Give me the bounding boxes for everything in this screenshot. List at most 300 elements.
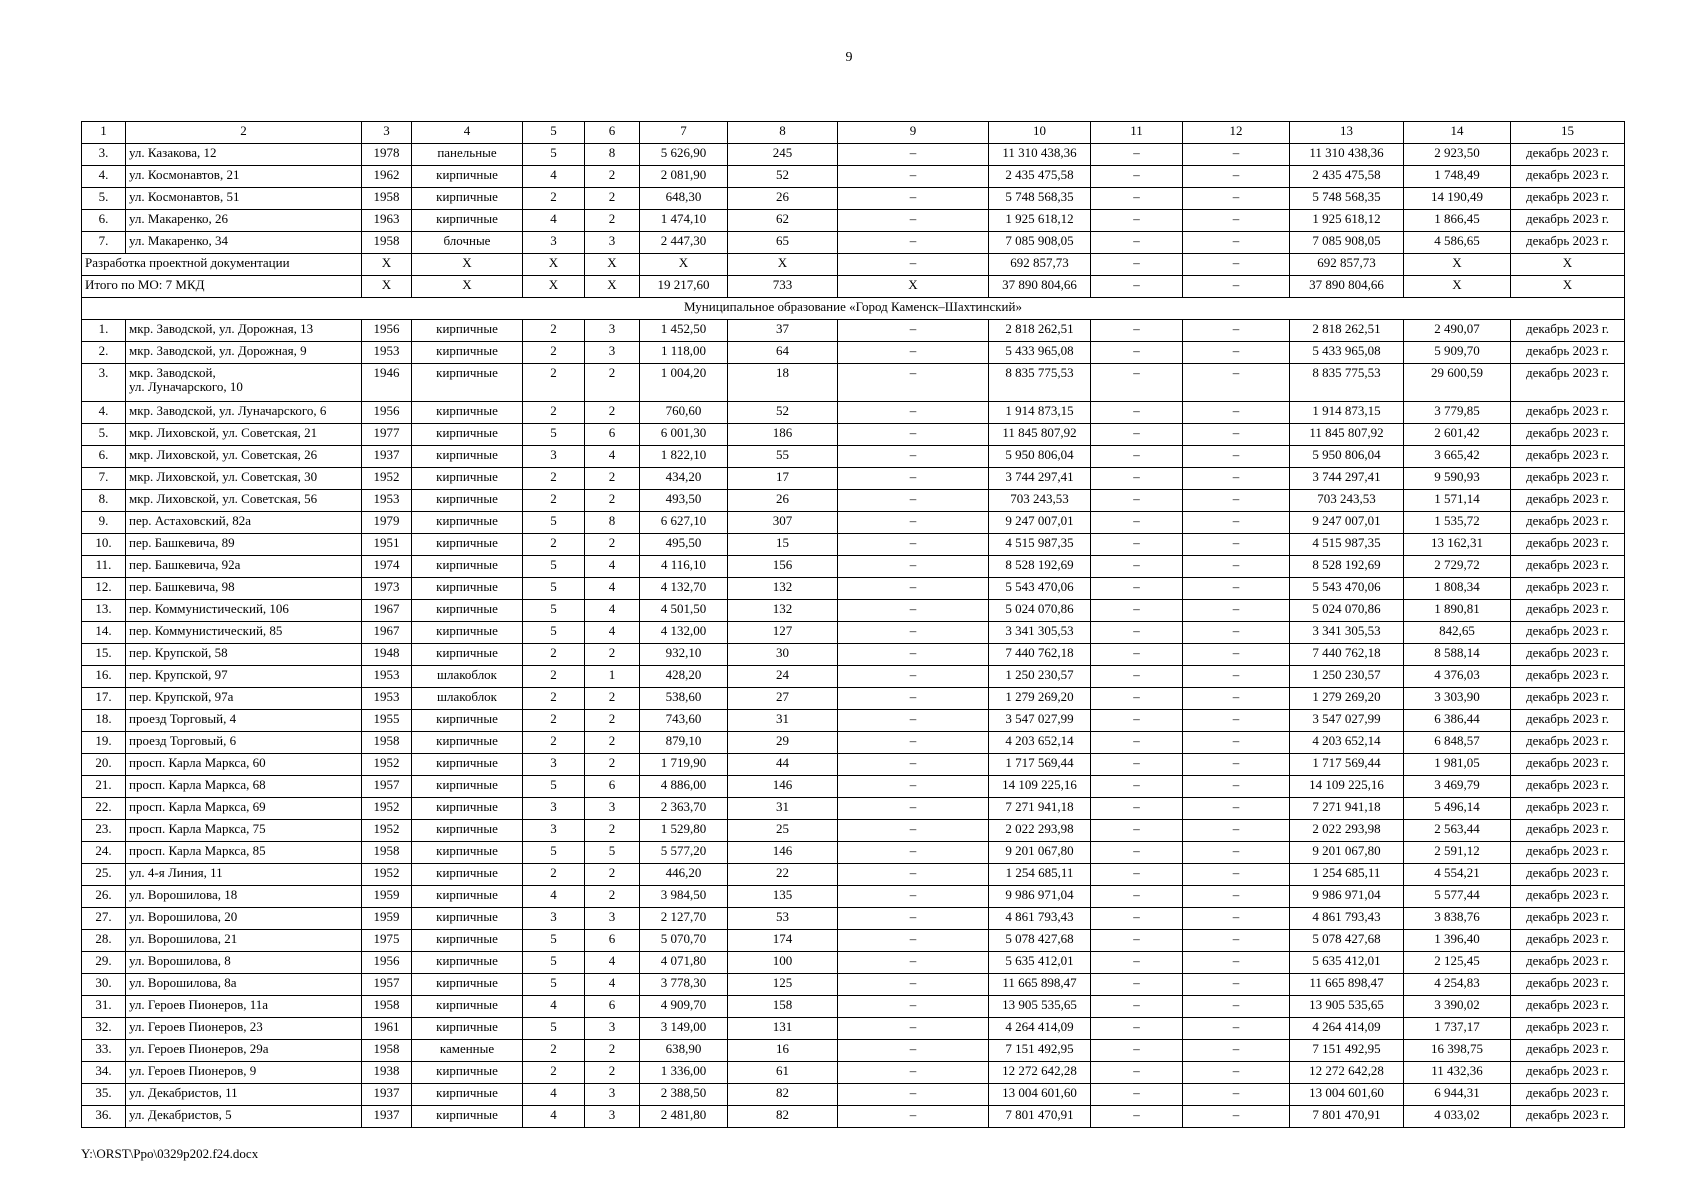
year-built-cell: 1963 bbox=[362, 210, 412, 232]
table-row bbox=[82, 144, 1625, 166]
completion-date-cell: декабрь 2023 г. bbox=[1511, 908, 1625, 930]
table-row bbox=[82, 1084, 1625, 1106]
row-number-cell: 4. bbox=[82, 166, 126, 188]
col-11-cell: – bbox=[1091, 622, 1183, 644]
table-row bbox=[82, 974, 1625, 996]
col-11-cell: – bbox=[1091, 798, 1183, 820]
total-cost-cell: 5 433 965,08 bbox=[989, 342, 1091, 364]
total-cost-cell: 9 247 007,01 bbox=[989, 512, 1091, 534]
floors-cell: 5 bbox=[523, 930, 585, 952]
year-built-cell: 1953 bbox=[362, 490, 412, 512]
completion-date-cell: декабрь 2023 г. bbox=[1511, 166, 1625, 188]
table-row bbox=[82, 908, 1625, 930]
total-area-cell: 495,50 bbox=[640, 534, 728, 556]
entrances-cell: 2 bbox=[585, 402, 640, 424]
cost-per-sqm-cell: 3 303,90 bbox=[1404, 688, 1511, 710]
residents-cell: 146 bbox=[728, 776, 838, 798]
cost-per-sqm-cell: 4 376,03 bbox=[1404, 666, 1511, 688]
col-12-cell: – bbox=[1183, 364, 1290, 402]
col-12-cell: – bbox=[1183, 710, 1290, 732]
total-cost-cell: 1 250 230,57 bbox=[989, 666, 1091, 688]
total-cost-cell: 1 914 873,15 bbox=[989, 402, 1091, 424]
completion-date-cell: X bbox=[1511, 276, 1625, 298]
total-area-cell: 2 388,50 bbox=[640, 1084, 728, 1106]
year-built-cell: 1952 bbox=[362, 864, 412, 886]
total-area-cell: 1 822,10 bbox=[640, 446, 728, 468]
completion-date-cell: декабрь 2023 г. bbox=[1511, 842, 1625, 864]
total-cost-cell: 7 085 908,05 bbox=[989, 232, 1091, 254]
col-12-cell: – bbox=[1183, 534, 1290, 556]
floors-cell: 3 bbox=[523, 754, 585, 776]
table-row bbox=[82, 952, 1625, 974]
residents-cell: 52 bbox=[728, 166, 838, 188]
col-9-cell: – bbox=[838, 364, 989, 402]
col-9-cell: – bbox=[838, 842, 989, 864]
entrances-cell: 3 bbox=[585, 342, 640, 364]
address-cell: ул. Космонавтов, 51 bbox=[126, 188, 362, 210]
address-cell: ул. Ворошилова, 21 bbox=[126, 930, 362, 952]
total-cost-cell: 4 264 414,09 bbox=[989, 1018, 1091, 1040]
col-11-cell: – bbox=[1091, 578, 1183, 600]
residents-cell: 16 bbox=[728, 1040, 838, 1062]
cost-per-sqm-cell: 3 665,42 bbox=[1404, 446, 1511, 468]
col-11-cell: – bbox=[1091, 930, 1183, 952]
col-11-cell: – bbox=[1091, 864, 1183, 886]
total-area-cell: 3 778,30 bbox=[640, 974, 728, 996]
table-row bbox=[82, 446, 1625, 468]
total-area-cell: 760,60 bbox=[640, 402, 728, 424]
total-area-cell: 1 118,00 bbox=[640, 342, 728, 364]
regional-funds-cell: 7 801 470,91 bbox=[1290, 1106, 1404, 1128]
column-number-header: 13 bbox=[1290, 122, 1404, 144]
col-11-cell: – bbox=[1091, 754, 1183, 776]
year-built-cell: 1952 bbox=[362, 754, 412, 776]
completion-date-cell: декабрь 2023 г. bbox=[1511, 952, 1625, 974]
address-cell: ул. Декабристов, 5 bbox=[126, 1106, 362, 1128]
floors-cell: 3 bbox=[523, 798, 585, 820]
year-built-cell: 1973 bbox=[362, 578, 412, 600]
col-9-cell: – bbox=[838, 776, 989, 798]
total-cost-cell: 5 635 412,01 bbox=[989, 952, 1091, 974]
residents-cell: 24 bbox=[728, 666, 838, 688]
wall-material-cell: кирпичные bbox=[412, 556, 523, 578]
wall-material-cell: кирпичные bbox=[412, 1106, 523, 1128]
col-12-cell: – bbox=[1183, 276, 1290, 298]
col-9-cell: – bbox=[838, 908, 989, 930]
residents-cell: 186 bbox=[728, 424, 838, 446]
col-11-cell: – bbox=[1091, 666, 1183, 688]
year-built-cell: 1956 bbox=[362, 402, 412, 424]
col-9-cell: – bbox=[838, 1106, 989, 1128]
wall-material-cell: кирпичные bbox=[412, 490, 523, 512]
residents-cell: 733 bbox=[728, 276, 838, 298]
regional-funds-cell: 13 004 601,60 bbox=[1290, 1084, 1404, 1106]
cost-per-sqm-cell: 1 866,45 bbox=[1404, 210, 1511, 232]
regional-funds-cell: 1 717 569,44 bbox=[1290, 754, 1404, 776]
cost-per-sqm-cell: 4 554,21 bbox=[1404, 864, 1511, 886]
regional-funds-cell: 9 986 971,04 bbox=[1290, 886, 1404, 908]
address-cell: пер. Коммунистический, 85 bbox=[126, 622, 362, 644]
col-9-cell: – bbox=[838, 952, 989, 974]
floors-cell: 5 bbox=[523, 556, 585, 578]
completion-date-cell: декабрь 2023 г. bbox=[1511, 996, 1625, 1018]
residents-cell: 65 bbox=[728, 232, 838, 254]
col-9-cell: – bbox=[838, 556, 989, 578]
entrances-cell: 2 bbox=[585, 188, 640, 210]
cost-per-sqm-cell: 3 390,02 bbox=[1404, 996, 1511, 1018]
year-built-cell: 1956 bbox=[362, 952, 412, 974]
completion-date-cell: декабрь 2023 г. bbox=[1511, 732, 1625, 754]
year-built-cell: 1959 bbox=[362, 908, 412, 930]
floors-cell: 2 bbox=[523, 342, 585, 364]
entrances-cell: 2 bbox=[585, 210, 640, 232]
address-cell: ул. Казакова, 12 bbox=[126, 144, 362, 166]
col-12-cell: – bbox=[1183, 732, 1290, 754]
year-built-cell: 1977 bbox=[362, 424, 412, 446]
row-number-cell: 3. bbox=[82, 144, 126, 166]
cost-per-sqm-cell: 1 737,17 bbox=[1404, 1018, 1511, 1040]
total-area-cell: 4 071,80 bbox=[640, 952, 728, 974]
regional-funds-cell: 8 835 775,53 bbox=[1290, 364, 1404, 402]
cost-per-sqm-cell: 8 588,14 bbox=[1404, 644, 1511, 666]
col-11-cell: – bbox=[1091, 1018, 1183, 1040]
residents-cell: 29 bbox=[728, 732, 838, 754]
row-number-cell: 9. bbox=[82, 512, 126, 534]
regional-funds-cell: 4 203 652,14 bbox=[1290, 732, 1404, 754]
total-label: Итого по МО: 7 МКД bbox=[82, 276, 362, 298]
col-11-cell: – bbox=[1091, 276, 1183, 298]
row-number-cell: 17. bbox=[82, 688, 126, 710]
row-number-cell: 15. bbox=[82, 644, 126, 666]
row-number-cell: 2. bbox=[82, 342, 126, 364]
entrances-cell: 4 bbox=[585, 622, 640, 644]
total-area-cell: X bbox=[640, 254, 728, 276]
col-11-cell: – bbox=[1091, 908, 1183, 930]
col-12-cell: – bbox=[1183, 754, 1290, 776]
col-9-cell: – bbox=[838, 732, 989, 754]
col-12-cell: – bbox=[1183, 996, 1290, 1018]
total-cost-cell: 5 950 806,04 bbox=[989, 446, 1091, 468]
column-number-header: 6 bbox=[585, 122, 640, 144]
wall-material-cell: шлакоблок bbox=[412, 666, 523, 688]
floors-cell: 5 bbox=[523, 776, 585, 798]
table-row bbox=[82, 188, 1625, 210]
cost-per-sqm-cell: 1 748,49 bbox=[1404, 166, 1511, 188]
year-built-cell: 1952 bbox=[362, 468, 412, 490]
address-cell: просп. Карла Маркса, 68 bbox=[126, 776, 362, 798]
row-number-cell: 22. bbox=[82, 798, 126, 820]
total-cost-cell: 7 151 492,95 bbox=[989, 1040, 1091, 1062]
completion-date-cell: декабрь 2023 г. bbox=[1511, 424, 1625, 446]
floors-cell: 4 bbox=[523, 886, 585, 908]
col-12-cell: – bbox=[1183, 974, 1290, 996]
row-number-cell: 16. bbox=[82, 666, 126, 688]
residents-cell: 31 bbox=[728, 710, 838, 732]
col-9-cell: – bbox=[838, 710, 989, 732]
year-built-cell: 1979 bbox=[362, 512, 412, 534]
residents-cell: 174 bbox=[728, 930, 838, 952]
wall-material-cell: кирпичные bbox=[412, 320, 523, 342]
cost-per-sqm-cell: 2 601,42 bbox=[1404, 424, 1511, 446]
col-12-cell: – bbox=[1183, 930, 1290, 952]
entrances-cell: 2 bbox=[585, 364, 640, 402]
cost-per-sqm-cell: 5 577,44 bbox=[1404, 886, 1511, 908]
completion-date-cell: декабрь 2023 г. bbox=[1511, 864, 1625, 886]
floors-cell: 5 bbox=[523, 424, 585, 446]
completion-date-cell: декабрь 2023 г. bbox=[1511, 232, 1625, 254]
table-row bbox=[82, 732, 1625, 754]
year-built-cell: 1958 bbox=[362, 1040, 412, 1062]
total-cost-cell: 7 271 941,18 bbox=[989, 798, 1091, 820]
table-row bbox=[82, 996, 1625, 1018]
residents-cell: 30 bbox=[728, 644, 838, 666]
address-cell: мкр. Лиховской, ул. Советская, 26 bbox=[126, 446, 362, 468]
floors-cell: 5 bbox=[523, 578, 585, 600]
completion-date-cell: декабрь 2023 г. bbox=[1511, 930, 1625, 952]
regional-funds-cell: 9 201 067,80 bbox=[1290, 842, 1404, 864]
residents-cell: 26 bbox=[728, 188, 838, 210]
entrances-cell: 4 bbox=[585, 578, 640, 600]
address-cell: просп. Карла Маркса, 75 bbox=[126, 820, 362, 842]
floors-cell: 2 bbox=[523, 688, 585, 710]
cost-per-sqm-cell: 9 590,93 bbox=[1404, 468, 1511, 490]
total-area-cell: 743,60 bbox=[640, 710, 728, 732]
completion-date-cell: декабрь 2023 г. bbox=[1511, 342, 1625, 364]
col-11-cell: – bbox=[1091, 254, 1183, 276]
total-area-cell: 5 626,90 bbox=[640, 144, 728, 166]
completion-date-cell: декабрь 2023 г. bbox=[1511, 1018, 1625, 1040]
total-cost-cell: 11 310 438,36 bbox=[989, 144, 1091, 166]
residents-cell: 61 bbox=[728, 1062, 838, 1084]
floors-cell: 2 bbox=[523, 320, 585, 342]
column-number-header: 4 bbox=[412, 122, 523, 144]
floors-cell: 4 bbox=[523, 1084, 585, 1106]
total-area-cell: 5 070,70 bbox=[640, 930, 728, 952]
wall-material-cell: каменные bbox=[412, 1040, 523, 1062]
total-cost-cell: 11 845 807,92 bbox=[989, 424, 1091, 446]
col-11-cell: – bbox=[1091, 886, 1183, 908]
floors-cell: 2 bbox=[523, 1040, 585, 1062]
total-area-cell: 932,10 bbox=[640, 644, 728, 666]
col-11-cell: – bbox=[1091, 490, 1183, 512]
wall-material-cell: кирпичные bbox=[412, 402, 523, 424]
total-area-cell: 1 452,50 bbox=[640, 320, 728, 342]
floors-cell: 2 bbox=[523, 534, 585, 556]
row-number-cell: 31. bbox=[82, 996, 126, 1018]
table-row bbox=[82, 688, 1625, 710]
row-number-cell: 12. bbox=[82, 578, 126, 600]
year-built-cell: 1967 bbox=[362, 622, 412, 644]
col-12-cell: – bbox=[1183, 556, 1290, 578]
col-9-cell: – bbox=[838, 402, 989, 424]
regional-funds-cell: 8 528 192,69 bbox=[1290, 556, 1404, 578]
year-built-cell: 1958 bbox=[362, 188, 412, 210]
entrances-cell: 2 bbox=[585, 886, 640, 908]
address-cell: ул. Макаренко, 26 bbox=[126, 210, 362, 232]
wall-material-cell: кирпичные bbox=[412, 534, 523, 556]
col-11-cell: – bbox=[1091, 512, 1183, 534]
address-cell: ул. Героев Пионеров, 9 bbox=[126, 1062, 362, 1084]
row-number-cell: 29. bbox=[82, 952, 126, 974]
col-9-cell: – bbox=[838, 188, 989, 210]
col-9-cell: – bbox=[838, 210, 989, 232]
year-built-cell: 1955 bbox=[362, 710, 412, 732]
address-line: ул. Луначарского, 10 bbox=[129, 379, 243, 394]
cost-per-sqm-cell: 3 779,85 bbox=[1404, 402, 1511, 424]
total-area-cell: 2 447,30 bbox=[640, 232, 728, 254]
entrances-cell: 3 bbox=[585, 1084, 640, 1106]
col-11-cell: – bbox=[1091, 210, 1183, 232]
completion-date-cell: декабрь 2023 г. bbox=[1511, 1062, 1625, 1084]
col-9-cell: – bbox=[838, 446, 989, 468]
entrances-cell: 1 bbox=[585, 666, 640, 688]
column-number-header-row bbox=[82, 122, 1625, 144]
residents-cell: 26 bbox=[728, 490, 838, 512]
floors-cell: 3 bbox=[523, 908, 585, 930]
wall-material-cell: панельные bbox=[412, 144, 523, 166]
total-area-cell: 4 886,00 bbox=[640, 776, 728, 798]
col-12-cell: – bbox=[1183, 210, 1290, 232]
address-cell: ул. Макаренко, 34 bbox=[126, 232, 362, 254]
cost-per-sqm-cell: 1 396,40 bbox=[1404, 930, 1511, 952]
year-built-cell: X bbox=[362, 276, 412, 298]
wall-material-cell: кирпичные bbox=[412, 468, 523, 490]
total-area-cell: 1 719,90 bbox=[640, 754, 728, 776]
address-cell: ул. Героев Пионеров, 23 bbox=[126, 1018, 362, 1040]
completion-date-cell: декабрь 2023 г. bbox=[1511, 446, 1625, 468]
entrances-cell: X bbox=[585, 254, 640, 276]
address-line: мкр. Заводской, bbox=[129, 365, 216, 380]
row-number-cell: 7. bbox=[82, 232, 126, 254]
completion-date-cell: декабрь 2023 г. bbox=[1511, 644, 1625, 666]
entrances-cell: 4 bbox=[585, 952, 640, 974]
total-area-cell: 879,10 bbox=[640, 732, 728, 754]
wall-material-cell: кирпичные bbox=[412, 820, 523, 842]
total-area-cell: 4 501,50 bbox=[640, 600, 728, 622]
floors-cell: 5 bbox=[523, 144, 585, 166]
total-cost-cell: 13 905 535,65 bbox=[989, 996, 1091, 1018]
completion-date-cell: декабрь 2023 г. bbox=[1511, 210, 1625, 232]
entrances-cell: 4 bbox=[585, 600, 640, 622]
col-12-cell: – bbox=[1183, 820, 1290, 842]
col-9-cell: X bbox=[838, 276, 989, 298]
wall-material-cell: кирпичные bbox=[412, 512, 523, 534]
total-cost-cell: 13 004 601,60 bbox=[989, 1084, 1091, 1106]
table-row bbox=[82, 754, 1625, 776]
cost-per-sqm-cell: 1 981,05 bbox=[1404, 754, 1511, 776]
floors-cell: 2 bbox=[523, 732, 585, 754]
table-row bbox=[82, 842, 1625, 864]
table-row bbox=[82, 600, 1625, 622]
regional-funds-cell: 1 279 269,20 bbox=[1290, 688, 1404, 710]
col-12-cell: – bbox=[1183, 1106, 1290, 1128]
page-number: 9 bbox=[845, 50, 853, 65]
wall-material-cell: кирпичные bbox=[412, 342, 523, 364]
entrances-cell: 2 bbox=[585, 534, 640, 556]
col-11-cell: – bbox=[1091, 446, 1183, 468]
total-area-cell: 638,90 bbox=[640, 1040, 728, 1062]
total-area-cell: 19 217,60 bbox=[640, 276, 728, 298]
table-row bbox=[82, 1062, 1625, 1084]
floors-cell: 2 bbox=[523, 666, 585, 688]
row-number-cell: 28. bbox=[82, 930, 126, 952]
col-11-cell: – bbox=[1091, 320, 1183, 342]
cost-per-sqm-cell: 4 254,83 bbox=[1404, 974, 1511, 996]
floors-cell: 3 bbox=[523, 820, 585, 842]
regional-funds-cell: 5 543 470,06 bbox=[1290, 578, 1404, 600]
regional-funds-cell: 4 861 793,43 bbox=[1290, 908, 1404, 930]
col-11-cell: – bbox=[1091, 188, 1183, 210]
entrances-cell: 4 bbox=[585, 974, 640, 996]
regional-funds-cell: 14 109 225,16 bbox=[1290, 776, 1404, 798]
total-cost-cell: 9 986 971,04 bbox=[989, 886, 1091, 908]
year-built-cell: 1978 bbox=[362, 144, 412, 166]
floors-cell: 2 bbox=[523, 1062, 585, 1084]
total-area-cell: 3 149,00 bbox=[640, 1018, 728, 1040]
completion-date-cell: декабрь 2023 г. bbox=[1511, 820, 1625, 842]
address-cell bbox=[126, 364, 362, 402]
column-number-header: 2 bbox=[126, 122, 362, 144]
floors-cell: 4 bbox=[523, 996, 585, 1018]
entrances-cell: 2 bbox=[585, 732, 640, 754]
col-11-cell: – bbox=[1091, 842, 1183, 864]
regional-funds-cell: 11 310 438,36 bbox=[1290, 144, 1404, 166]
year-built-cell: 1951 bbox=[362, 534, 412, 556]
total-area-cell: 446,20 bbox=[640, 864, 728, 886]
entrances-cell: 6 bbox=[585, 930, 640, 952]
total-area-cell: 1 004,20 bbox=[640, 364, 728, 402]
col-11-cell: – bbox=[1091, 424, 1183, 446]
wall-material-cell: блочные bbox=[412, 232, 523, 254]
table-row bbox=[82, 232, 1625, 254]
table-row bbox=[82, 644, 1625, 666]
address-cell: мкр. Лиховской, ул. Советская, 56 bbox=[126, 490, 362, 512]
row-number-cell: 27. bbox=[82, 908, 126, 930]
column-number-header: 10 bbox=[989, 122, 1091, 144]
column-number-header: 9 bbox=[838, 122, 989, 144]
col-12-cell: – bbox=[1183, 578, 1290, 600]
row-number-cell: 6. bbox=[82, 210, 126, 232]
table-row bbox=[82, 886, 1625, 908]
column-number-header: 8 bbox=[728, 122, 838, 144]
col-12-cell: – bbox=[1183, 798, 1290, 820]
year-built-cell: 1958 bbox=[362, 732, 412, 754]
total-cost-cell: 11 665 898,47 bbox=[989, 974, 1091, 996]
year-built-cell: 1975 bbox=[362, 930, 412, 952]
completion-date-cell: декабрь 2023 г. bbox=[1511, 688, 1625, 710]
address-cell: мкр. Заводской, ул. Дорожная, 9 bbox=[126, 342, 362, 364]
col-11-cell: – bbox=[1091, 688, 1183, 710]
entrances-cell: 2 bbox=[585, 1062, 640, 1084]
address-cell: просп. Карла Маркса, 85 bbox=[126, 842, 362, 864]
col-12-cell: – bbox=[1183, 320, 1290, 342]
col-9-cell: – bbox=[838, 512, 989, 534]
col-12-cell: – bbox=[1183, 622, 1290, 644]
address-cell: ул. Декабристов, 11 bbox=[126, 1084, 362, 1106]
total-row bbox=[82, 276, 1625, 298]
total-area-cell: 434,20 bbox=[640, 468, 728, 490]
year-built-cell: 1937 bbox=[362, 1084, 412, 1106]
col-12-cell: – bbox=[1183, 144, 1290, 166]
col-9-cell: – bbox=[838, 1040, 989, 1062]
col-9-cell: – bbox=[838, 1084, 989, 1106]
wall-material-cell: кирпичные bbox=[412, 886, 523, 908]
table-row bbox=[82, 402, 1625, 424]
completion-date-cell: декабрь 2023 г. bbox=[1511, 490, 1625, 512]
floors-cell: X bbox=[523, 276, 585, 298]
entrances-cell: 3 bbox=[585, 1018, 640, 1040]
col-11-cell: – bbox=[1091, 534, 1183, 556]
